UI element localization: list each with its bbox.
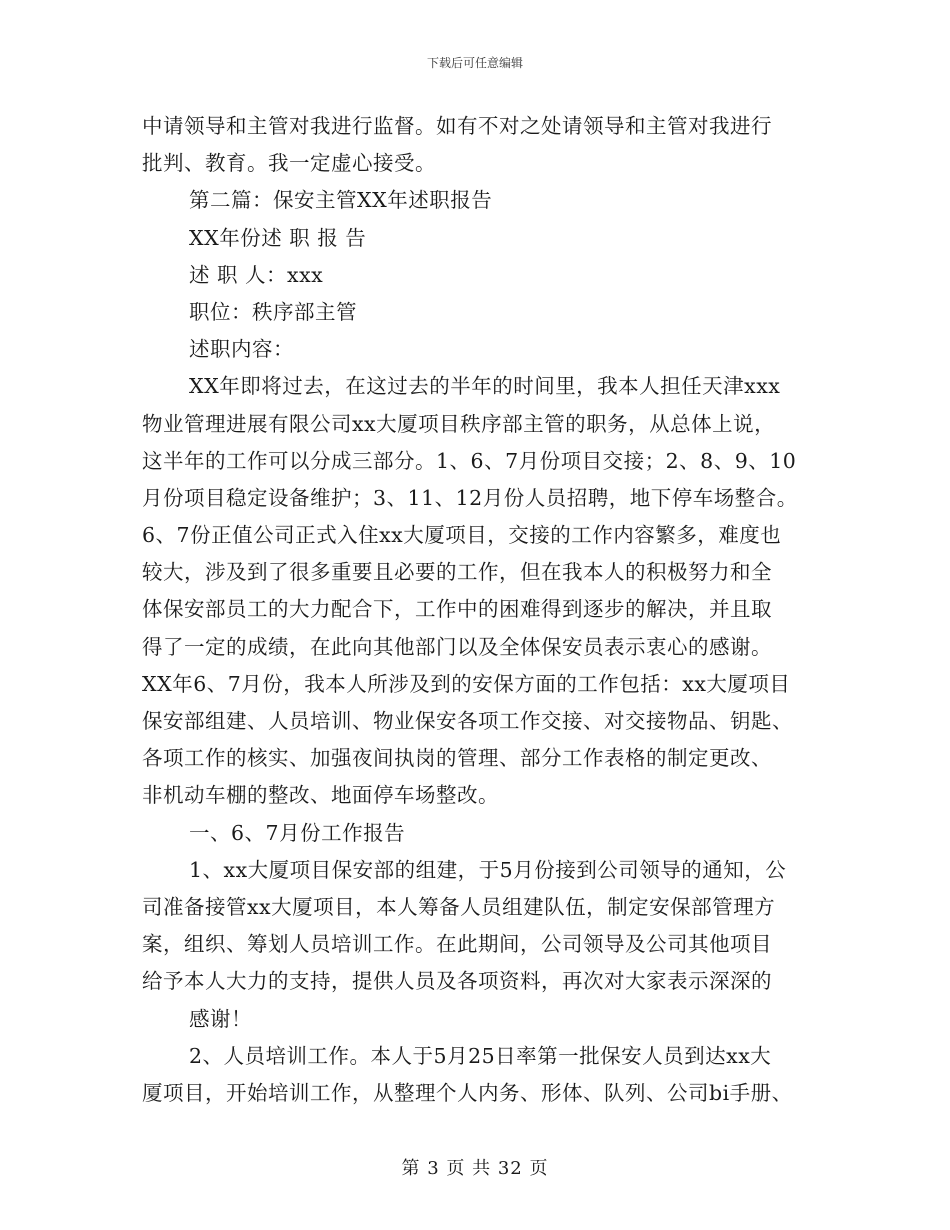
text-line: 非机动车棚的整改、地面停车场整改。 xyxy=(142,783,499,808)
text-line: 2、人员培训工作。本人于5月25日率第一批保安人员到达xx大 xyxy=(189,1043,772,1068)
section-title: 第二篇：保安主管XX年述职报告 xyxy=(189,188,493,213)
content-heading: 述职内容： xyxy=(189,337,294,362)
text-line: 得了一定的成绩，在此向其他部门以及全体保安员表示衷心的感谢。 xyxy=(142,634,772,659)
text-line: 6、7份正值公司正式入住xx大厦项目，交接的工作内容繁多，难度也 xyxy=(142,523,782,548)
text-line: 各项工作的核实、加强夜间执岗的管理、部分工作表格的制定更改、 xyxy=(142,746,772,771)
text-line: 物业管理进展有限公司xx大厦项目秩序部主管的职务，从总体上说， xyxy=(142,411,776,436)
header-note: 下载后可任意编辑 xyxy=(426,56,523,70)
text-line: 感谢！ xyxy=(189,1006,252,1031)
text-line: XX年6、7月份，我本人所涉及到的安保方面的工作包括：xx大厦项目 xyxy=(142,671,791,696)
text-line: 给予本人大力的支持，提供人员及各项资料，再次对大家表示深深的 xyxy=(142,969,772,994)
text-line: 案，组织、筹划人员培训工作。在此期间，公司领导及公司其他项目 xyxy=(142,932,772,957)
text-line: 批判、教育。我一定虚心接受。 xyxy=(142,151,436,176)
text-line: 厦项目，开始培训工作，从整理个人内务、形体、队列、公司bi手册、 xyxy=(142,1080,793,1105)
position-line: 职位：秩序部主管 xyxy=(189,299,357,324)
text-line: 司准备接管xx大厦项目，本人筹备人员组建队伍，制定安保部管理方 xyxy=(142,894,776,919)
reporter-line: 述 职 人：xxx xyxy=(189,262,324,287)
text-line: 保安部组建、人员培训、物业保安各项工作交接、对交接物品、钥匙、 xyxy=(142,709,793,733)
document-body xyxy=(142,108,822,1112)
text-line: XX年即将过去，在这过去的半年的时间里，我本人担任天津xxx xyxy=(189,374,781,399)
text-line: 这半年的工作可以分成三部分。1、6、7月份项目交接；2、8、9、10 xyxy=(142,448,797,473)
page-number: 第 3 页 共 32 页 xyxy=(401,1158,549,1179)
text-line: 月份项目稳定设备维护；3、11、12月份人员招聘，地下停车场整合。 xyxy=(142,485,798,510)
subsection-heading: 一、6、7月份工作报告 xyxy=(189,820,406,845)
text-line: 体保安部员工的大力配合下，工作中的困难得到逐步的解决，并且取 xyxy=(142,597,772,622)
page-footer xyxy=(0,1154,950,1180)
report-title: XX年份述 职 报 告 xyxy=(189,225,367,250)
page-header xyxy=(0,54,950,71)
text-line: 1、xx大厦项目保安部的组建，于5月份接到公司领导的通知，公 xyxy=(189,857,787,882)
text-line: 中请领导和主管对我进行监督。如有不对之处请领导和主管对我进行 xyxy=(142,114,772,138)
text-line: 较大，涉及到了很多重要且必要的工作，但在我本人的积极努力和全 xyxy=(142,560,772,585)
